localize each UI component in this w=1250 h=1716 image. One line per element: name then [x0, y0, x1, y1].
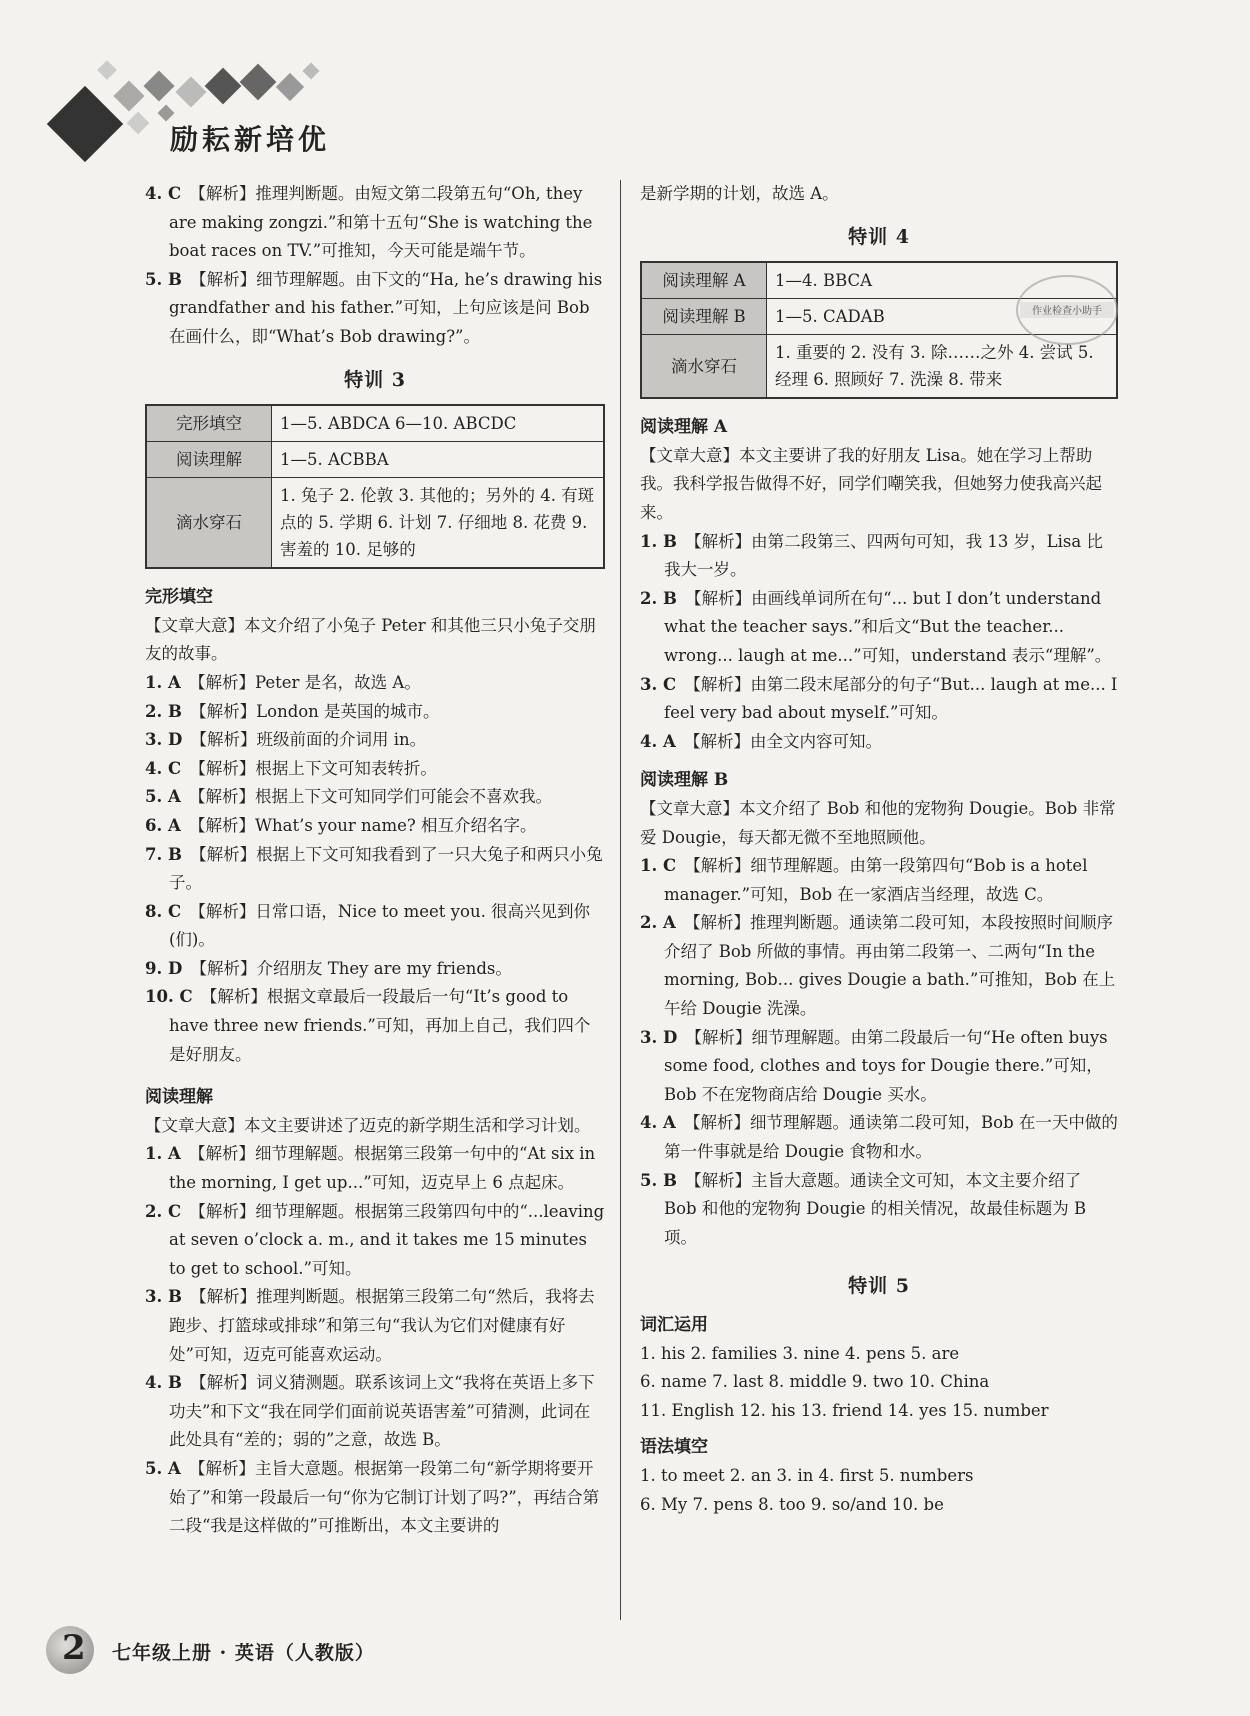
- item-number: 4. C: [145, 758, 182, 778]
- article-summary: 【文章大意】本文介绍了 Bob 和他的宠物狗 Dougie。Bob 非常爱 Dougie，每天都无微不至地照顾他。: [640, 798, 1116, 847]
- item-text: 【解析】细节理解题。由第一段第四句“Bob is a hotel manager.”可知，Bob 在一家酒店当经理，故选 C。: [664, 856, 1088, 904]
- list-item: [145, 783, 605, 812]
- article-summary: 【文章大意】本文主要讲述了迈克的新学期生活和学习计划。: [145, 1115, 591, 1135]
- table-label: 阅读理解 A: [641, 262, 767, 299]
- item-text: 【解析】What’s your name? 相互介绍名字。: [197, 815, 537, 835]
- item-number: 1. A: [145, 1144, 181, 1164]
- table-label: 滴水穿石: [146, 478, 272, 569]
- reading-answers: [145, 1140, 605, 1540]
- item-number: 9. D: [145, 958, 183, 978]
- item-text: 【解析】由第二段末尾部分的句子“But... laugh at me... I feel very bad about myself.”可知。: [664, 674, 1118, 723]
- item-text: 【解析】主旨大意题。根据第一段第二句“新学期将要开始了”和第一段最后一句“你为它制订计划了吗?”，再结合第二段“我是这样做的”可推断出，本文主要讲的: [169, 1458, 600, 1536]
- subsection-heading: 词汇运用: [640, 1315, 708, 1335]
- list-item: 5. B 【解析】细节理解题。由下文的“Ha, he’s drawing his grandfather and his father.”可知，上句应该是问 Bob 在画什么，即“What’s Bob drawing?”。: [145, 269, 603, 346]
- item-number: 5. B: [640, 1170, 677, 1190]
- list-item: [145, 755, 605, 784]
- right-column: [640, 180, 1118, 1519]
- list-item: [145, 726, 605, 755]
- list-item: [145, 1455, 605, 1541]
- reading-a-answers: [640, 528, 1118, 757]
- item-text: 【解析】细节理解题。根据第三段第一句中的“At six in the morning, I get up...”可知，迈克早上 6 点起床。: [169, 1144, 596, 1193]
- list-item: [640, 585, 1118, 671]
- continuation-text: 是新学期的计划，故选 A。: [640, 184, 839, 203]
- item-text: 【解析】根据上下文可知同学们可能会不喜欢我。: [197, 787, 553, 807]
- list-item: [145, 898, 605, 955]
- item-text: 【解析】班级前面的介词用 in。: [198, 730, 427, 750]
- list-item: [640, 1024, 1118, 1110]
- list-item: [145, 812, 605, 841]
- section-title: 特训 3: [344, 368, 406, 391]
- table-row: [146, 478, 604, 569]
- item-text: 【解析】细节理解题。通读第二段可知，Bob 在一天中做的第一件事就是给 Dougie 食物和水。: [664, 1113, 1118, 1162]
- grammar-row: 1. to meet 2. an 3. in 4. first 5. numbers: [640, 1465, 974, 1485]
- brand-title: 励耘新培优: [170, 123, 331, 156]
- item-text: 【解析】词义猜测题。联系该词上文“我将在英语上多下功夫”和下文“我在同学们面前说英语害羞”可猜测，此词在此处具有“差的；弱的”之意，故选 B。: [169, 1373, 595, 1450]
- item-text: 【解析】介绍朋友 They are my friends。: [198, 958, 512, 978]
- item-number: 10. C: [145, 987, 193, 1007]
- item-number: 3. D: [640, 1027, 678, 1047]
- item-text: 【解析】细节理解题。根据第三段第四句中的“...leaving at seven o’clock a. m., and it takes me 15 minutes to get to school.”可知。: [169, 1201, 605, 1278]
- article-summary: 【文章大意】本文主要讲了我的好朋友 Lisa。她在学习上帮助我。我科学报告做得不好，同学们嘲笑我，但她努力使我高兴起来。: [640, 445, 1102, 522]
- table-row: [146, 405, 604, 442]
- item-number: 3. C: [640, 674, 677, 694]
- item-text: 【解析】Peter 是名，故选 A。: [197, 672, 421, 692]
- subsection-heading: 阅读理解: [145, 1087, 213, 1108]
- list-item: [640, 1167, 1118, 1253]
- table-value: 1. 兔子 2. 伦敦 3. 其他的；另外的 4. 有斑点的 5. 学期 6. 计划 7. 仔细地 8. 花费 9. 害羞的 10. 足够的: [272, 478, 605, 569]
- list-item: [145, 1369, 605, 1455]
- cloze-answers: [145, 669, 605, 1069]
- list-item: [640, 671, 1118, 728]
- list-item: [145, 983, 605, 1069]
- list-item: [640, 909, 1118, 1023]
- reading-b-answers: [640, 852, 1118, 1252]
- list-item: [145, 841, 605, 898]
- item-text: 【解析】根据上下文可知我看到了一只大兔子和两只小兔子。: [169, 844, 603, 893]
- list-item: [145, 1198, 605, 1284]
- book-title: 七年级上册 · 英语（人教版）: [112, 1642, 375, 1664]
- subsection-heading: 完形填空: [145, 587, 213, 608]
- item-number: 4. A: [640, 731, 676, 751]
- subsection-heading: 阅读理解 B: [640, 770, 729, 791]
- list-item: [640, 1109, 1118, 1166]
- table-value: 1. 重要的 2. 没有 3. 除……之外 4. 尝试 5. 经理 6. 照顾好 7. 洗澡 8. 带来: [767, 335, 1118, 399]
- item-number: 6. A: [145, 815, 181, 835]
- table-value: 1—5. ABDCA 6—10. ABCDC: [272, 405, 605, 442]
- vocab-row: 6. name 7. last 8. middle 9. two 10. China: [640, 1372, 990, 1392]
- list-item: [640, 728, 1118, 757]
- left-column: [145, 180, 605, 1541]
- section-title: 特训 4: [848, 225, 910, 248]
- item-number: 2. B: [640, 588, 677, 608]
- item-text: 【解析】London 是英国的城市。: [198, 701, 440, 721]
- item-text: 【解析】推理判断题。根据第三段第二句“然后，我将去跑步、打篮球或排球”和第三句“我认为它们对健康有好处”可知，迈克可能喜欢运动。: [169, 1287, 595, 1364]
- grammar-row: 6. My 7. pens 8. too 9. so/and 10. be: [640, 1494, 944, 1514]
- item-text: 【解析】日常口语，Nice to meet you. 很高兴见到你(们)。: [169, 901, 591, 950]
- item-text: 【解析】由画线单词所在句“... but I don’t understand what the teacher says.”和后文“But the teacher... wrong... laugh at me...”可知，understand 表示“理解”。: [664, 588, 1112, 665]
- item-text: 【解析】主旨大意题。通读全文可知，本文主要介绍了 Bob 和他的宠物狗 Dougie 的相关情况，故最佳标题为 B 项。: [664, 1170, 1087, 1247]
- item-text: 【解析】细节理解题。由第二段最后一句“He often buys some food, clothes and toys for Dougie there.”可知，Bob 不在宠物商店给 Dougie 买水。: [664, 1027, 1108, 1104]
- answer-table: [145, 404, 605, 569]
- item-number: 4. A: [640, 1113, 676, 1133]
- item-text: 【解析】由第二段第三、四两句可知，我 13 岁，Lisa 比我大一岁。: [664, 531, 1103, 580]
- item-number: 5. A: [145, 1458, 181, 1478]
- list-item: [145, 698, 605, 727]
- table-value: 1—4. BBCA: [767, 262, 1118, 299]
- item-number: 5. A: [145, 787, 181, 807]
- item-number: 1. A: [145, 672, 181, 692]
- article-summary: 【文章大意】本文介绍了小兔子 Peter 和其他三只小兔子交朋友的故事。: [145, 615, 596, 664]
- item-number: 3. D: [145, 730, 183, 750]
- table-label: 完形填空: [146, 405, 272, 442]
- list-item: [145, 955, 605, 984]
- list-item: [640, 528, 1118, 585]
- stamp-logo-icon: [1012, 270, 1122, 350]
- svg-text:作业检查小助手: 作业检查小助手: [1032, 306, 1102, 317]
- item-text: 【解析】根据上下文可知表转折。: [197, 758, 437, 778]
- subsection-heading: 阅读理解 A: [640, 417, 728, 438]
- table-label: 阅读理解: [146, 442, 272, 478]
- vocab-row: 11. English 12. his 13. friend 14. yes 15. number: [640, 1400, 1049, 1420]
- item-text: 【解析】根据文章最后一段最后一句“It’s good to have three new friends.”可知，再加上自己，我们四个是好朋友。: [169, 987, 591, 1064]
- item-number: 2. C: [145, 1201, 182, 1221]
- table-label: 滴水穿石: [641, 335, 767, 399]
- item-text: 【解析】由全文内容可知。: [692, 731, 883, 751]
- item-number: 4. B: [145, 1373, 182, 1393]
- list-item: 4. C 【解析】推理判断题。由短文第二段第五句“Oh, they are making zongzi.”和第十五句“She is watching the boat races on TV.”可推知，今天可能是端午节。: [145, 184, 593, 261]
- item-number: 8. C: [145, 901, 182, 921]
- item-text: 【解析】推理判断题。通读第二段可知，本段按照时间顺序介绍了 Bob 所做的事情。再由第二段第一、二两句“In the morning, Bob... gives Dougie a bath.”可推知，Bob 在上午给 Dougie 洗澡。: [664, 913, 1116, 1019]
- item-number: 2. B: [145, 701, 182, 721]
- item-number: 1. B: [640, 531, 677, 551]
- list-item: [145, 1283, 605, 1369]
- list-item: [145, 1140, 605, 1197]
- item-number: 7. B: [145, 844, 182, 864]
- item-number: 2. A: [640, 913, 676, 933]
- item-number: 1. C: [640, 856, 677, 876]
- table-value: 1—5. ACBBA: [272, 442, 605, 478]
- item-number: 3. B: [145, 1287, 182, 1307]
- section-title: 特训 5: [848, 1275, 910, 1298]
- table-label: 阅读理解 B: [641, 299, 767, 335]
- page-number: 2: [62, 1628, 86, 1668]
- list-item: [145, 669, 605, 698]
- table-value: 1—5. CADAB: [767, 299, 1118, 335]
- subsection-heading: 语法填空: [640, 1437, 708, 1458]
- vocab-row: 1. his 2. families 3. nine 4. pens 5. are: [640, 1343, 960, 1363]
- list-item: [640, 852, 1118, 909]
- table-row: [146, 442, 604, 478]
- column-divider: [620, 180, 621, 1620]
